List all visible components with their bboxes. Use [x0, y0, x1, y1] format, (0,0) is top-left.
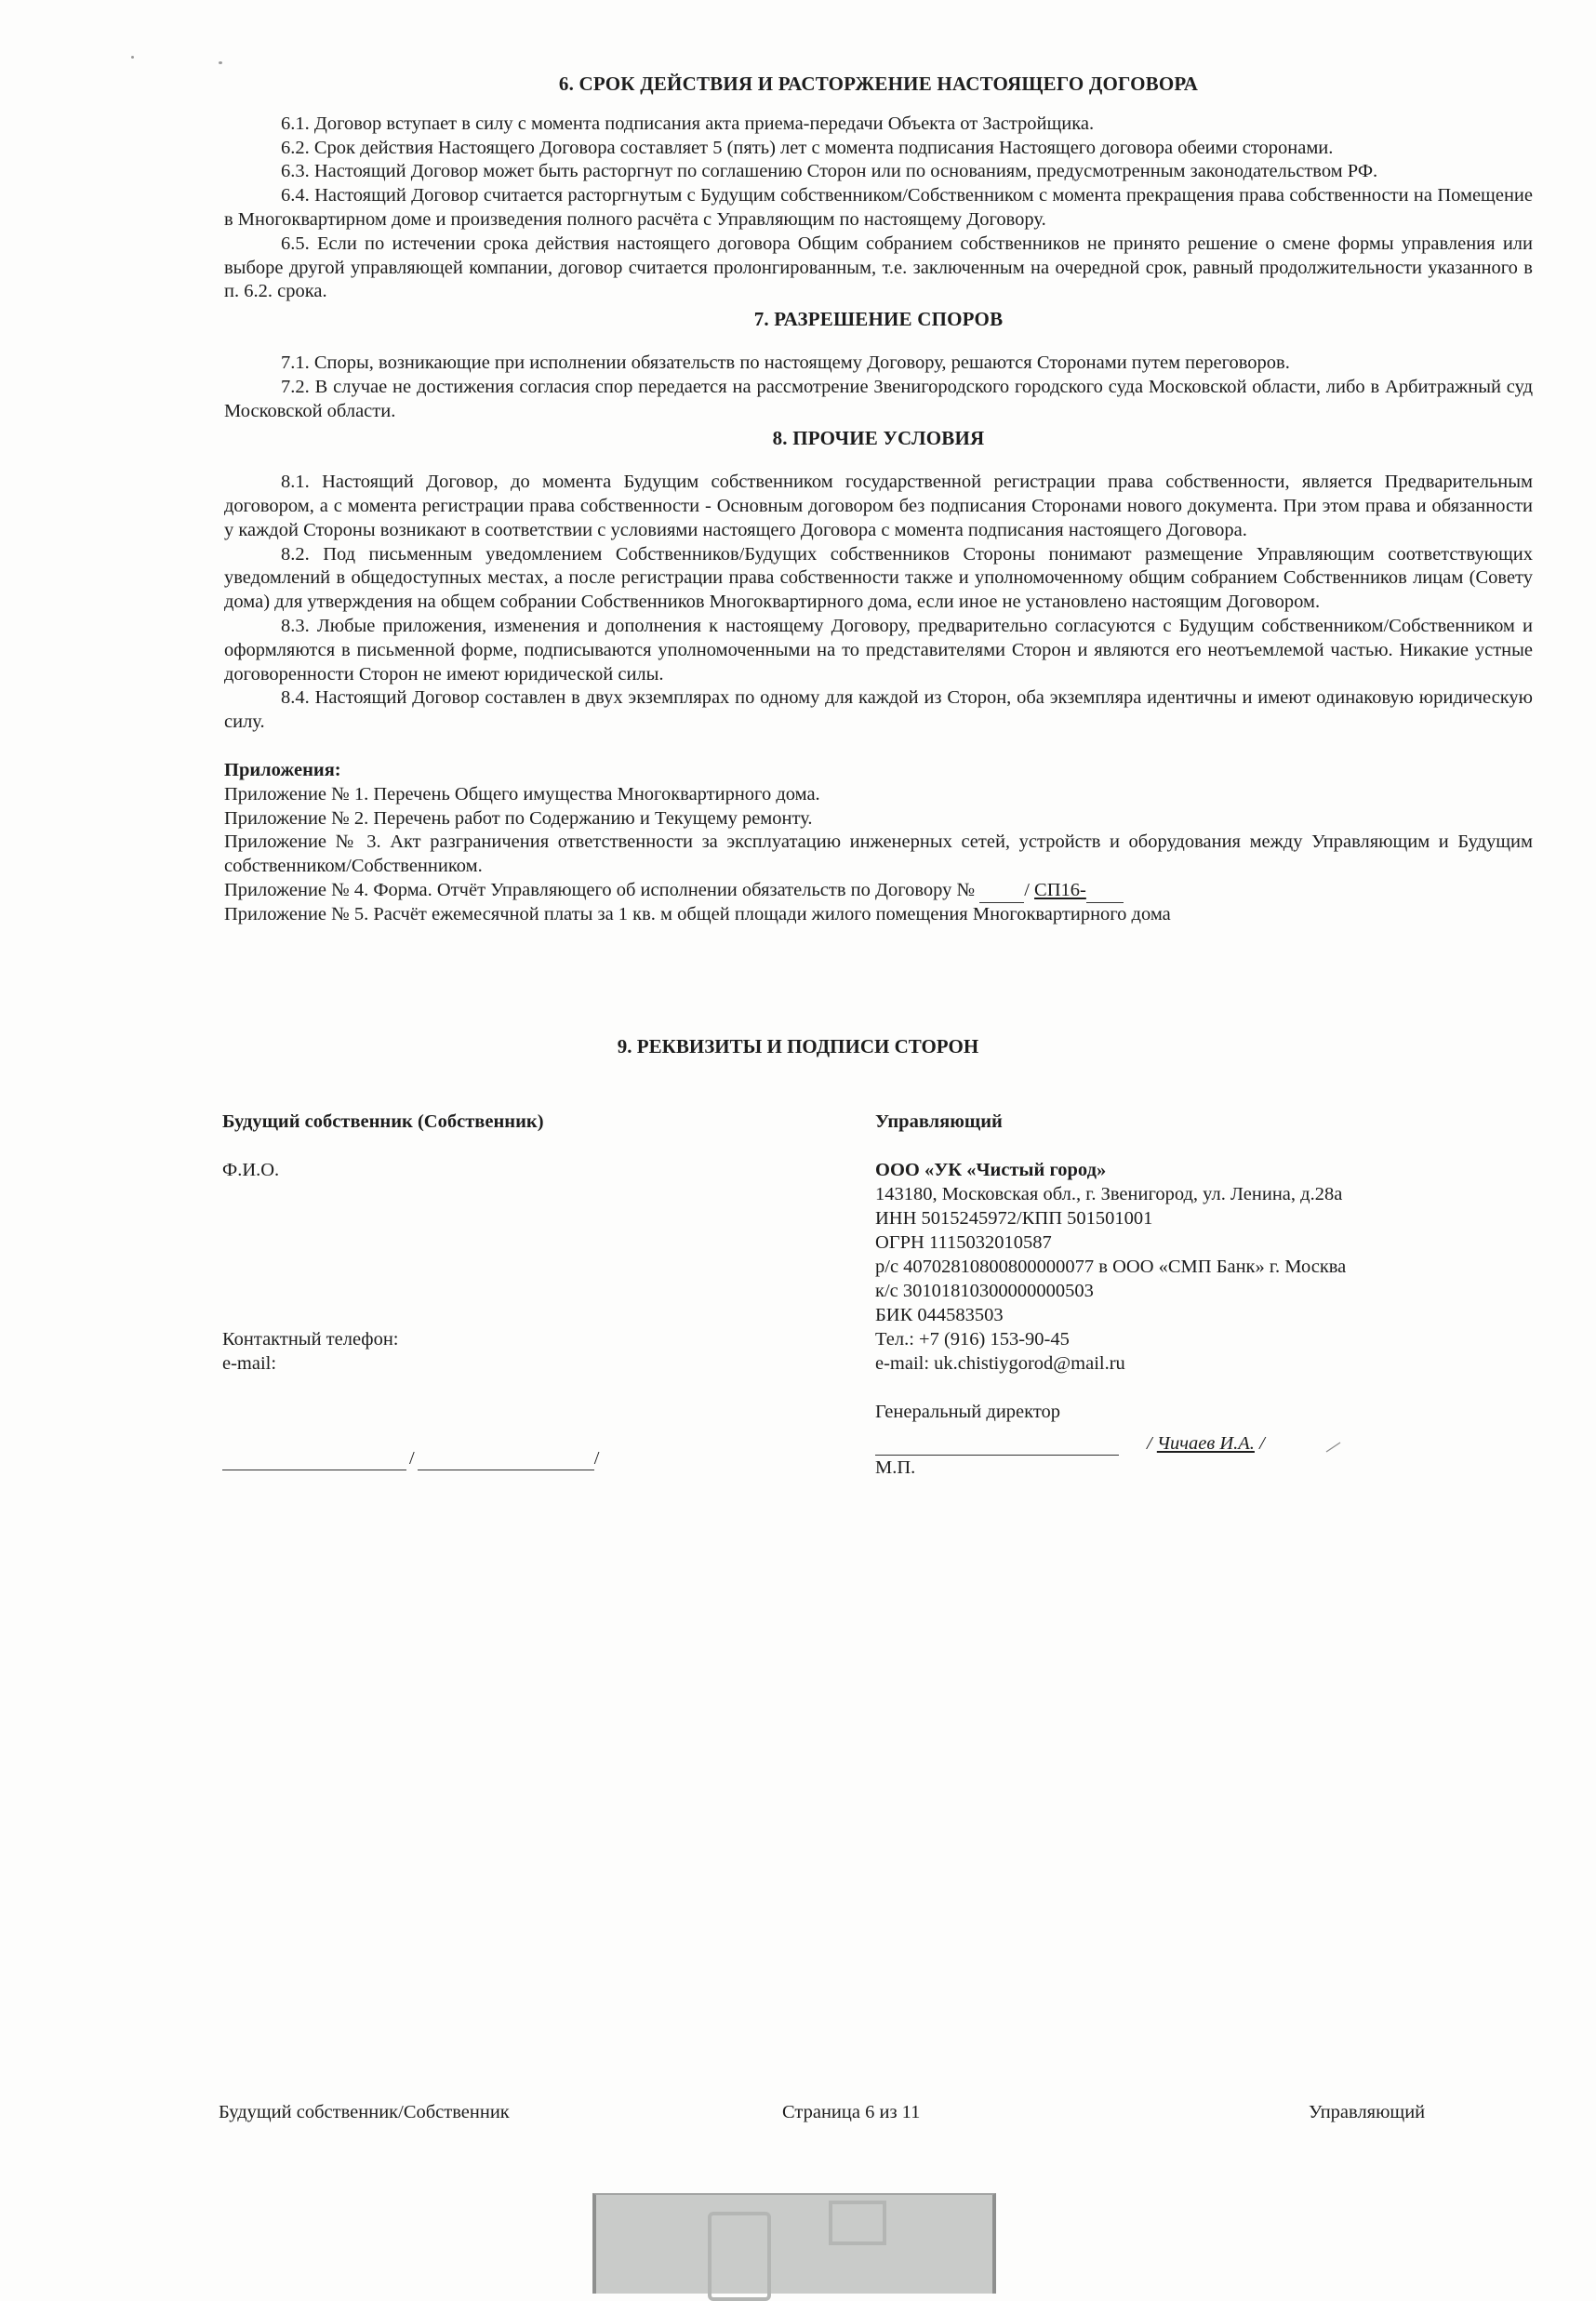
- owner-signature-line: / /: [222, 1446, 599, 1470]
- clause-8-4: 8.4. Настоящий Договор составлен в двух экземплярах по одному для каждой из Сторон, оба экземпляра идентичны и имеют одинаковую юридическую силу.: [224, 687, 1533, 733]
- section-9-title: 9. РЕКВИЗИТЫ И ПОДПИСИ СТОРОН: [617, 1035, 979, 1057]
- annex-4: Приложение № 4. Форма. Отчёт Управляющего об исполнении обязательств по Договору № / СП16-: [224, 879, 1533, 903]
- footer-right: Управляющий: [1309, 2102, 1426, 2122]
- annex-3: Приложение № 3. Акт разграничения ответственности за эксплуатацию инженерных сетей, устройств и оборудования между Управляющим и Будущим собственником/Собственником.: [224, 831, 1533, 877]
- clause-8-3: 8.3. Любые приложения, изменения и дополнения к настоящему Договору, предварительно согласуются с Будущим собственником/Собственником и оформляются в письменной форме, подписываются уполномоченными на то представителями Сторон и являются его неотъемлемой частью. Никакие устные договоренности Сторон не имеют юридической силы.: [224, 615, 1533, 685]
- section-7-title: 7. РАЗРЕШЕНИЕ СПОРОВ: [753, 308, 1004, 331]
- stamp-place: М.П.: [875, 1457, 916, 1478]
- manager-requisites: [875, 1110, 1470, 1480]
- clause-6-1: 6.1. Договор вступает в силу с момента подписания акта приема-передачи Объекта от Застройщика.: [281, 113, 1095, 134]
- scan-ghost-shape: [829, 2201, 886, 2245]
- manager-account: р/с 40702810800800000077 в ООО «СМП Банк» г. Москва: [875, 1257, 1347, 1277]
- owner-email-label: e-mail:: [222, 1353, 277, 1374]
- annex-4-text: Приложение № 4. Форма. Отчёт Управляющего об исполнении обязательств по Договору №: [224, 879, 976, 900]
- section-8-title: 8. ПРОЧИЕ УСЛОВИЯ: [772, 427, 985, 450]
- clause-8-2: 8.2. Под письменным уведомлением Собственников/Будущих собственников Стороны понимают размещение Управляющим соответствующих уведомлений в общедоступных местах, а после регистрации права собственности также и уполномоченному общим собранием Собственников лицам (Совету дома) для утверждения на общем собрании Собственников Многоквартирного дома, если иное не установлено настоящим Договором.: [224, 543, 1533, 613]
- manager-phone: Тел.: +7 (916) 153-90-45: [875, 1329, 1070, 1350]
- footer-left: Будущий собственник/Собственник: [219, 2102, 510, 2122]
- owner-heading: Будущий собственник (Собственник): [222, 1111, 544, 1132]
- clause-6-4: 6.4. Настоящий Договор считается расторгнутым с Будущим собственником/Собственником с момента прекращения права собственности на Помещение в Многоквартирном доме и произведения полного расчёта с Управляющим по настоящему Договору.: [224, 185, 1533, 230]
- contract-body: [224, 73, 1533, 927]
- page-number: Страница 6 из 11: [782, 2102, 921, 2122]
- manager-director-title: Генеральный директор: [875, 1402, 1061, 1422]
- manager-bik: БИК 044583503: [875, 1305, 1004, 1325]
- clause-7-2: 7.2. В случае не достижения согласия спор передается на рассмотрение Звенигородского городского суда Московской области, либо в Арбитражный суд Московской области.: [224, 376, 1533, 421]
- manager-heading: Управляющий: [875, 1111, 1003, 1132]
- manager-ogrn: ОГРН 1115032010587: [875, 1232, 1052, 1253]
- clause-8-1: 8.1. Настоящий Договор, до момента Будущим собственником государственной регистрации права собственности, является Предварительным договором, а с момента регистрации права собственности - Основным договором без подписания Сторонами нового документа. При этом права и обязанности у каждой Стороны возникают в соответствии с условиями настоящего Договора с момента подписания настоящего Договора.: [224, 472, 1533, 540]
- annex-4-number: СП16-: [1034, 879, 1086, 900]
- owner-name-blank: [418, 1451, 594, 1470]
- manager-signature-blank: [875, 1436, 1119, 1456]
- contract-number-blank-2: [1086, 884, 1124, 903]
- annex-2: Приложение № 2. Перечень работ по Содержанию и Текущему ремонту.: [224, 807, 813, 829]
- contract-number-blank: [979, 884, 1024, 903]
- manager-email: e-mail: uk.chistiygorod@mail.ru: [875, 1353, 1125, 1374]
- clause-7-1: 7.1. Споры, возникающие при исполнении обязательств по настоящему Договору, решаются Сторонами путем переговоров.: [281, 352, 1290, 373]
- manager-address: 143180, Московская обл., г. Звенигород, ул. Ленина, д.28а: [875, 1184, 1343, 1204]
- owner-signature-blank: [222, 1451, 406, 1470]
- pen-mark: [1324, 1440, 1343, 1455]
- clause-6-2: 6.2. Срок действия Настоящего Договора составляет 5 (пять) лет с момента подписания Настоящего договора обеими сторонами.: [281, 137, 1334, 158]
- clause-6-3: 6.3. Настоящий Договор может быть расторгнут по соглашению Сторон или по основаниям, предусмотренным законодательством РФ.: [281, 161, 1378, 182]
- scan-speck: [219, 61, 222, 64]
- clause-6-5: 6.5. Если по истечении срока действия настоящего договора Общим собранием собственников не принято решение о смене формы управления или выборе другой управляющей компании, договор считается пролонгированным, т.е. заключенным на очередной срок, равный продолжительности указанного в п. 6.2. срока.: [224, 233, 1533, 302]
- manager-corr-account: к/с 30101810300000000503: [875, 1281, 1094, 1301]
- annexes-list: [224, 759, 1533, 927]
- manager-org: ООО «УК «Чистый город»: [875, 1160, 1107, 1180]
- section-6-title: 6. СРОК ДЕЙСТВИЯ И РАСТОРЖЕНИЕ НАСТОЯЩЕГО ДОГОВОРА: [558, 73, 1199, 95]
- manager-signer-name: Чичаев И.А.: [1156, 1433, 1255, 1454]
- annexes-title: Приложения:: [224, 759, 341, 780]
- scan-ghost-shape: [708, 2212, 771, 2301]
- manager-signature-line: / Чичаев И.А. /: [875, 1431, 1265, 1456]
- annex-1: Приложение № 1. Перечень Общего имущества Многоквартирного дома.: [224, 783, 820, 805]
- manager-inn: ИНН 5015245972/КПП 501501001: [875, 1208, 1153, 1229]
- owner-fio: Ф.И.О.: [222, 1160, 280, 1180]
- annex-5: Приложение № 5. Расчёт ежемесячной платы за 1 кв. м общей площади жилого помещения Многоквартирного дома: [224, 903, 1171, 924]
- owner-requisites: [222, 1110, 780, 1470]
- owner-phone-label: Контактный телефон:: [222, 1329, 399, 1350]
- scanner-edge-artifact: [592, 2193, 996, 2294]
- scan-speck: [131, 56, 134, 59]
